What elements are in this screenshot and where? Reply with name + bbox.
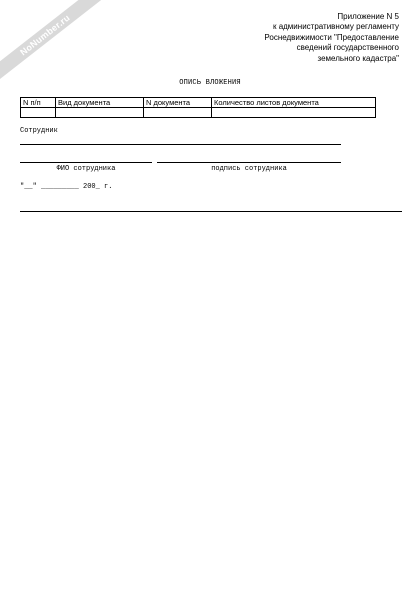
table-cell[interactable] <box>212 108 376 118</box>
date-line: "__" _________ 200_ г. <box>20 183 113 191</box>
signature-line[interactable] <box>157 162 341 163</box>
employee-line[interactable] <box>20 144 341 145</box>
fio-caption: ФИО сотрудника <box>56 165 116 173</box>
signature-caption: подпись сотрудника <box>211 165 287 173</box>
column-header: Количество листов документа <box>212 98 376 108</box>
header-line: Приложение N 5 <box>337 12 399 21</box>
fio-line[interactable] <box>20 162 152 163</box>
appendix-header <box>264 12 399 64</box>
header-line: Роснедвижимости "Предоставление <box>264 32 399 42</box>
header-line: земельного кадастра" <box>317 53 399 63</box>
column-header: Вид документа <box>56 98 144 108</box>
header-line: сведений государственного <box>296 43 399 53</box>
divider <box>20 211 402 212</box>
header-line: к административному регламенту <box>272 22 399 32</box>
watermark <box>0 0 120 90</box>
employee-label: Сотрудник <box>20 127 58 135</box>
column-header: N п/п <box>21 98 56 108</box>
table-header-row <box>21 98 376 108</box>
column-header: N документа <box>144 98 212 108</box>
document-title: ОПИСЬ ВЛОЖЕНИЯ <box>179 79 241 87</box>
watermark-text: NoNumber.ru <box>18 12 72 58</box>
table-cell[interactable] <box>144 108 212 118</box>
table-cell[interactable] <box>21 108 56 118</box>
table-row <box>21 108 376 118</box>
table-cell[interactable] <box>56 108 144 118</box>
inventory-table <box>20 97 376 118</box>
